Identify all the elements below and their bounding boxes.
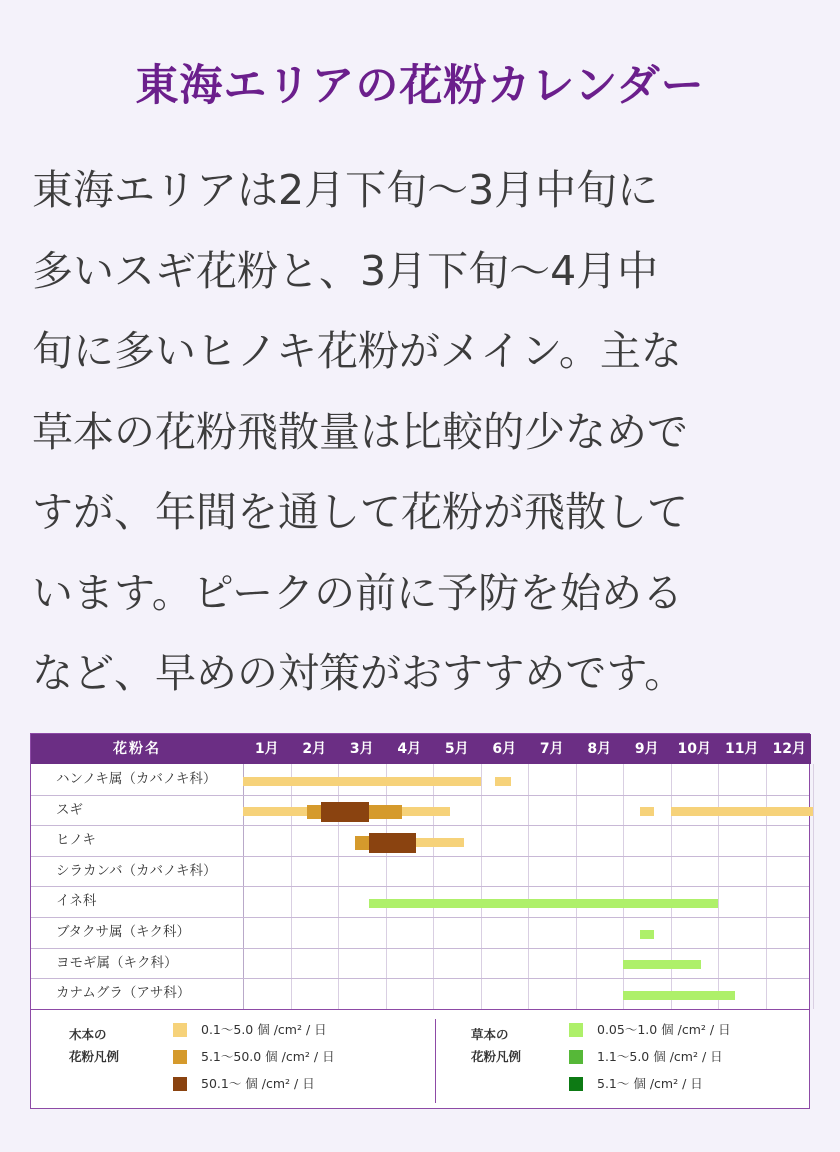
pollen-row-label: スギ	[56, 801, 83, 818]
pollen-period-bar	[243, 777, 481, 786]
pollen-row-label: カナムグラ（アサ科）	[56, 985, 191, 1002]
pollen-row-label: ヒノキ	[56, 832, 96, 849]
description-line: すが、年間を通して花粉が飛散して	[32, 488, 688, 536]
pollen-row-label: ヨモギ属（キク科）	[56, 954, 178, 971]
description-line: 多いスギ花粉と、3月下旬〜4月中	[32, 246, 659, 295]
legend-swatch	[173, 1050, 187, 1064]
legend-tree-title: 木本の 花粉凡例	[69, 1027, 120, 1064]
pollen-period-bar	[623, 960, 701, 969]
row-divider	[31, 978, 809, 979]
legend-center-divider	[435, 1019, 436, 1103]
month-header: 2月	[302, 741, 327, 757]
pollen-row-label: シラカンバ（カバノキ科）	[56, 862, 217, 879]
month-header: 11月	[725, 741, 759, 757]
legend-swatch	[173, 1077, 187, 1091]
pollen-period-bar	[321, 802, 369, 822]
pollen-period-bar	[640, 807, 654, 816]
pollen-period-bar	[416, 838, 464, 847]
pollen-row-label: イネ科	[56, 893, 97, 910]
legend-divider	[31, 1009, 809, 1010]
pollen-row-label: ブタクサ属（キク科）	[56, 924, 191, 940]
pollen-period-bar	[640, 930, 654, 939]
pollen-period-bar	[495, 777, 512, 786]
legend-swatch	[569, 1023, 583, 1037]
legend-grass-title: 草本の 花粉凡例	[471, 1027, 522, 1064]
month-header: 12月	[772, 741, 806, 757]
row-divider	[31, 856, 809, 857]
description-line: います。ピークの前に予防を始める	[32, 568, 684, 617]
pollen-period-bar	[369, 805, 402, 819]
month-header: 1月	[254, 741, 279, 757]
row-divider	[31, 917, 809, 918]
month-header: 8月	[587, 741, 612, 757]
pollen-period-bar	[355, 836, 369, 850]
legend-swatch	[173, 1023, 187, 1037]
pollen-period-bar	[623, 991, 735, 1000]
month-header: 4月	[397, 741, 422, 757]
row-divider	[31, 825, 809, 826]
month-header: 3月	[349, 741, 374, 757]
row-divider	[31, 886, 809, 887]
pollen-period-bar	[402, 807, 450, 816]
page-title: 東海エリアの花粉カレンダー	[135, 61, 705, 111]
calendar-header	[31, 734, 811, 764]
description-text	[32, 150, 817, 714]
month-header: 7月	[539, 741, 564, 757]
pollen-calendar: 花粉名 1月 2月 3月 4月 5月 6月 7月 8月 9月 10月 11月 12月 ハンノキ属（カバノキ科） スギ ヒノキ シラカンバ（カバノキ科） イネ科 ブタクサ属（キク科） ヨモギ属（キク科） カナムグラ（アサ科） 木本の 花粉凡例 0.1〜5.0 個 /cm² / 日 5.1〜50.0 個 /cm² / 日 50.1〜 個 /cm² / 日 草本の 花粉凡例 0.05〜1.0 個 /cm² / 日 1.1〜5.0 個 /cm² / 日 5.1〜 個 /cm² / 日	[30, 733, 810, 1109]
pollen-row-label: ハンノキ属（カバノキ科）	[56, 771, 217, 787]
description-line: 旬に多いヒノキ花粉がメイン。主な	[32, 327, 682, 375]
header-pollen-name: 花粉名	[113, 741, 161, 757]
pollen-period-bar	[671, 807, 814, 816]
description-line: 草本の花粉飛散量は比較的少なめで	[32, 407, 688, 456]
row-divider	[31, 948, 809, 949]
row-divider	[31, 795, 809, 796]
legend-swatch	[569, 1077, 583, 1091]
pollen-period-bar	[369, 899, 718, 908]
pollen-period-bar	[307, 805, 321, 819]
legend-swatch	[569, 1050, 583, 1064]
description-line: など、早めの対策がおすすめです。	[32, 649, 686, 697]
month-header: 6月	[492, 741, 517, 757]
pollen-period-bar	[369, 833, 417, 853]
month-header: 9月	[634, 741, 659, 757]
description-line: 東海エリアは2月下旬〜3月中旬に	[32, 166, 659, 214]
month-header: 10月	[677, 741, 711, 757]
pollen-period-bar	[243, 807, 307, 816]
month-header: 5月	[444, 741, 469, 757]
month-gridline	[813, 764, 814, 1009]
